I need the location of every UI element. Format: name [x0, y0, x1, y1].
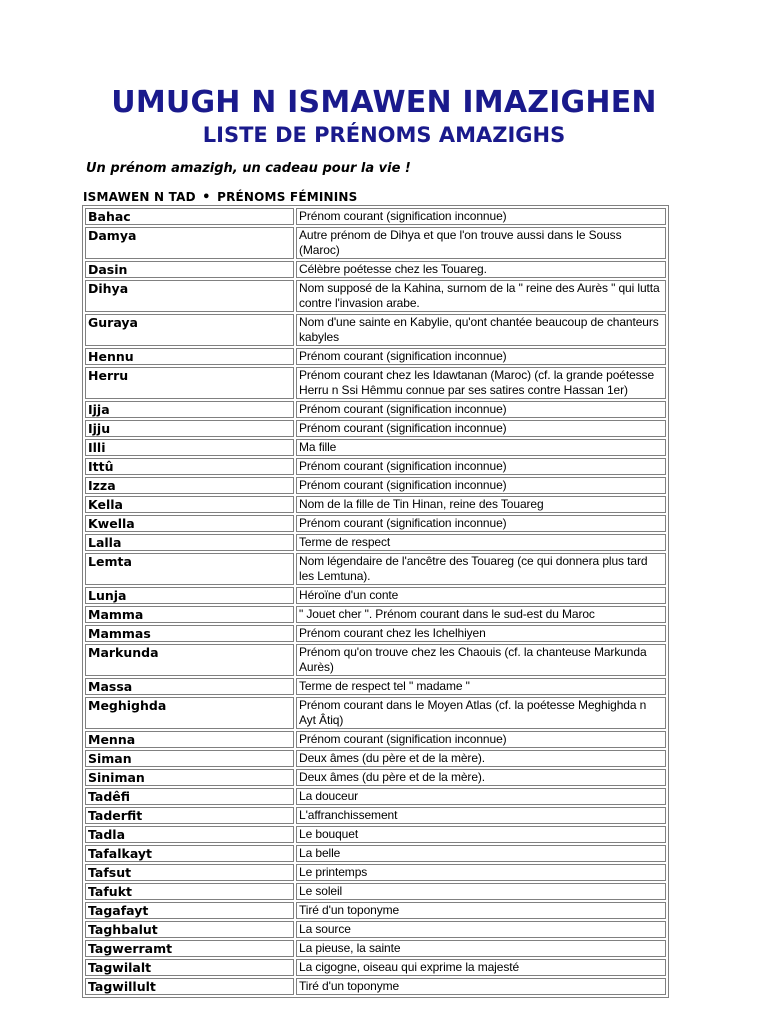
meaning-cell: Le soleil	[296, 883, 666, 900]
meaning-cell: Prénom courant (signification inconnue)	[296, 515, 666, 532]
meaning-cell: Prénom courant chez les Idawtanan (Maroc) (cf. la grande poétesse Herru n Ssi Hêmmu connue par ses satires contre Hassan 1er)	[296, 367, 666, 399]
table-row	[85, 553, 666, 585]
name-cell: Lemta	[85, 553, 294, 585]
table-row	[85, 348, 666, 365]
table-row	[85, 367, 666, 399]
table-row	[85, 587, 666, 604]
meaning-cell: Prénom courant dans le Moyen Atlas (cf. la poétesse Meghighda n Ayt Âtiq)	[296, 697, 666, 729]
name-cell: Dihya	[85, 280, 294, 312]
name-cell: Ijju	[85, 420, 294, 437]
meaning-cell: " Jouet cher ". Prénom courant dans le sud-est du Maroc	[296, 606, 666, 623]
meaning-cell: La pieuse, la sainte	[296, 940, 666, 957]
name-cell: Tafukt	[85, 883, 294, 900]
table-row	[85, 534, 666, 551]
name-cell: Tafalkayt	[85, 845, 294, 862]
name-cell: Lunja	[85, 587, 294, 604]
page-subtitle: LISTE DE PRÉNOMS AMAZIGHS	[202, 123, 566, 147]
meaning-cell: Deux âmes (du père et de la mère).	[296, 750, 666, 767]
table-row	[85, 845, 666, 862]
name-cell: Bahac	[85, 208, 294, 225]
name-cell: Tadla	[85, 826, 294, 843]
name-cell: Siman	[85, 750, 294, 767]
meaning-cell: Terme de respect tel " madame "	[296, 678, 666, 695]
table-row	[85, 864, 666, 881]
meaning-cell: La cigogne, oiseau qui exprime la majesté	[296, 959, 666, 976]
meaning-cell: Prénom courant (signification inconnue)	[296, 477, 666, 494]
meaning-cell: Tiré d'un toponyme	[296, 978, 666, 995]
table-row	[85, 826, 666, 843]
meaning-cell: Terme de respect	[296, 534, 666, 551]
table-row	[85, 731, 666, 748]
meaning-cell: Autre prénom de Dihya et que l'on trouve aussi dans le Souss (Maroc)	[296, 227, 666, 259]
name-cell: Taghbalut	[85, 921, 294, 938]
meaning-cell: Prénom courant (signification inconnue)	[296, 731, 666, 748]
name-cell: Tagwillult	[85, 978, 294, 995]
meaning-cell: Prénom courant (signification inconnue)	[296, 208, 666, 225]
meaning-cell: Prénom qu'on trouve chez les Chaouis (cf. la chanteuse Markunda Aurès)	[296, 644, 666, 676]
table-row	[85, 788, 666, 805]
names-table-body	[85, 208, 666, 995]
name-cell: Hennu	[85, 348, 294, 365]
name-cell: Massa	[85, 678, 294, 695]
table-row	[85, 807, 666, 824]
table-row	[85, 625, 666, 642]
meaning-cell: La source	[296, 921, 666, 938]
name-cell: Dasin	[85, 261, 294, 278]
name-cell: Menna	[85, 731, 294, 748]
name-cell: Ijja	[85, 401, 294, 418]
meaning-cell: Nom de la fille de Tin Hinan, reine des Touareg	[296, 496, 666, 513]
table-row	[85, 401, 666, 418]
meaning-cell: Deux âmes (du père et de la mère).	[296, 769, 666, 786]
name-cell: Illi	[85, 439, 294, 456]
meaning-cell: Le bouquet	[296, 826, 666, 843]
name-cell: Tagwerramt	[85, 940, 294, 957]
name-cell: Meghighda	[85, 697, 294, 729]
meaning-cell: La douceur	[296, 788, 666, 805]
meaning-cell: Célèbre poétesse chez les Touareg.	[296, 261, 666, 278]
table-row	[85, 458, 666, 475]
table-row	[85, 208, 666, 225]
meaning-cell: Prénom courant chez les Ichelhiyen	[296, 625, 666, 642]
name-cell: Damya	[85, 227, 294, 259]
table-row	[85, 769, 666, 786]
table-row	[85, 280, 666, 312]
table-row	[85, 496, 666, 513]
name-cell: Mamma	[85, 606, 294, 623]
section-heading	[83, 190, 358, 205]
table-row	[85, 227, 666, 259]
table-row	[85, 978, 666, 995]
name-cell: Izza	[85, 477, 294, 494]
table-row	[85, 515, 666, 532]
section-label-french: PRÉNOMS FÉMININS	[217, 190, 358, 204]
table-row	[85, 959, 666, 976]
table-row	[85, 921, 666, 938]
table-row	[85, 902, 666, 919]
meaning-cell: Tiré d'un toponyme	[296, 902, 666, 919]
name-cell: Lalla	[85, 534, 294, 551]
name-cell: Kella	[85, 496, 294, 513]
table-row	[85, 678, 666, 695]
meaning-cell: L'affranchissement	[296, 807, 666, 824]
table-row	[85, 883, 666, 900]
table-row	[85, 940, 666, 957]
meaning-cell: Prénom courant (signification inconnue)	[296, 420, 666, 437]
bullet-icon: •	[202, 190, 211, 205]
name-cell: Guraya	[85, 314, 294, 346]
names-table	[82, 205, 669, 998]
meaning-cell: Ma fille	[296, 439, 666, 456]
meaning-cell: Héroïne d'un conte	[296, 587, 666, 604]
name-cell: Tagwilalt	[85, 959, 294, 976]
meaning-cell: Prénom courant (signification inconnue)	[296, 458, 666, 475]
table-row	[85, 477, 666, 494]
name-cell: Tadêfi	[85, 788, 294, 805]
name-cell: Markunda	[85, 644, 294, 676]
name-cell: Ittû	[85, 458, 294, 475]
meaning-cell: Le printemps	[296, 864, 666, 881]
name-cell: Kwella	[85, 515, 294, 532]
meaning-cell: Nom d'une sainte en Kabylie, qu'ont chantée beaucoup de chanteurs kabyles	[296, 314, 666, 346]
table-row	[85, 420, 666, 437]
meaning-cell: Nom supposé de la Kahina, surnom de la " reine des Aurès " qui lutta contre l'invasion arabe.	[296, 280, 666, 312]
name-cell: Taderfit	[85, 807, 294, 824]
table-row	[85, 261, 666, 278]
table-row	[85, 606, 666, 623]
name-cell: Herru	[85, 367, 294, 399]
meaning-cell: La belle	[296, 845, 666, 862]
page-title: UMUGH N ISMAWEN IMAZIGHEN	[111, 85, 657, 120]
meaning-cell: Prénom courant (signification inconnue)	[296, 401, 666, 418]
name-cell: Tagafayt	[85, 902, 294, 919]
table-row	[85, 439, 666, 456]
table-row	[85, 644, 666, 676]
table-row	[85, 750, 666, 767]
section-label-berber: ISMAWEN N TAD	[83, 190, 196, 204]
meaning-cell: Prénom courant (signification inconnue)	[296, 348, 666, 365]
tagline: Un prénom amazigh, un cadeau pour la vie !	[86, 161, 411, 176]
table-row	[85, 314, 666, 346]
name-cell: Mammas	[85, 625, 294, 642]
name-cell: Siniman	[85, 769, 294, 786]
name-cell: Tafsut	[85, 864, 294, 881]
meaning-cell: Nom légendaire de l'ancêtre des Touareg (ce qui donnera plus tard les Lemtuna).	[296, 553, 666, 585]
table-row	[85, 697, 666, 729]
